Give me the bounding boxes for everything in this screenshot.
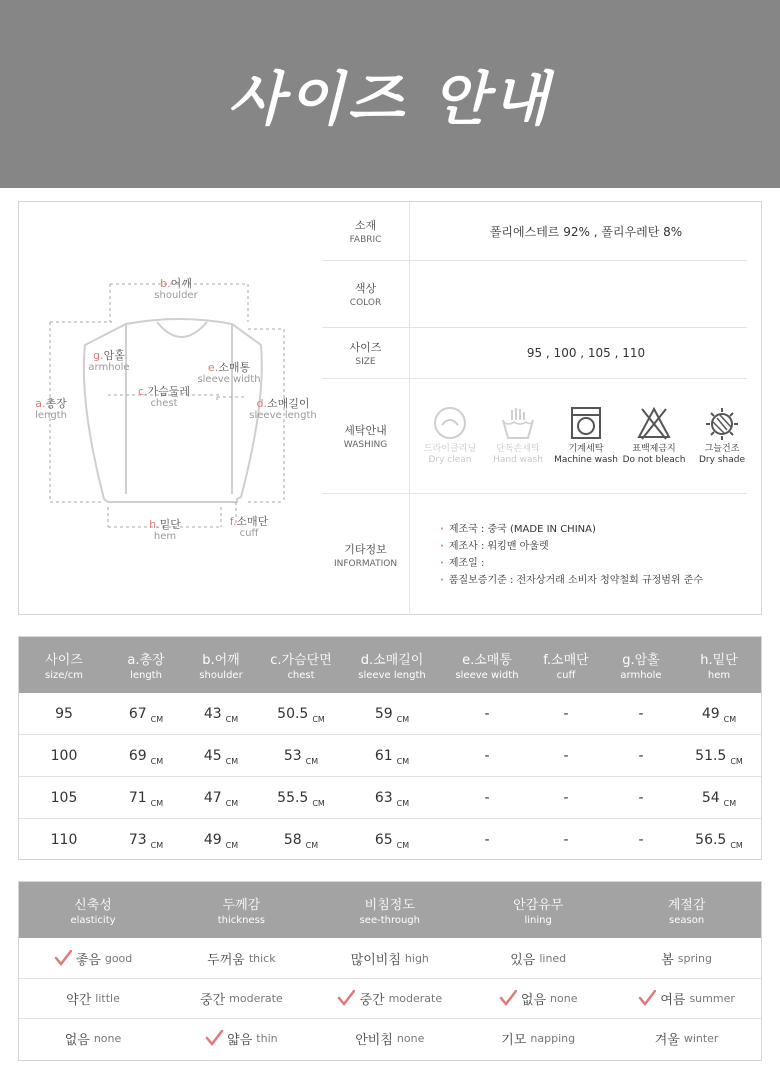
size-cell: 61 CM (374, 748, 410, 766)
size-cell: 63 CM (374, 790, 410, 808)
spec-row-color: 색상 COLOR (322, 261, 762, 327)
spec-row-info: 기타정보 INFORMATION · 제조국 : 중국 (MADE IN CHINA) · 제조사 : 워킹맨 아울렛 · 제조일 : · 품질보증기준 : 전자상거래 소비자 청약철회 규정범위 준수 (322, 494, 762, 615)
size-header-5: e.소매통 sleeve width (455, 653, 519, 681)
size-cell: 95 (55, 706, 73, 722)
material-option: 겨울 winter (654, 1031, 719, 1048)
size-cell: - (638, 748, 644, 764)
size-cell: 49 CM (203, 832, 239, 850)
size-cell: 73 CM (128, 832, 164, 850)
color-value (410, 261, 762, 327)
material-option: 안비침 none (355, 1031, 425, 1048)
checkmark-icon (337, 990, 355, 1006)
material-option: 중간 moderate (316, 978, 464, 1018)
size-table-header (19, 637, 761, 693)
size-row (19, 693, 761, 735)
spec-row-size: 사이즈 SIZE 95 , 100 , 105 , 110 (322, 328, 762, 378)
size-header-1: a.총장 length (127, 653, 165, 681)
wash-machine-wash: 기계세탁 Machine wash (552, 406, 620, 466)
label-cuff: f.소매단 cuff (229, 515, 269, 539)
info-list (410, 521, 762, 589)
label-sleeve-width: e.소매통 sleeve width (197, 361, 261, 385)
spec-row-washing: 세탁안내 WASHING 드라이클리닝 Dry clean 단독손세탁 Hand wash 기계세탁 Machine wash 표백제금지 Do not bleach 그늘건조 Dry shade (322, 379, 762, 493)
info-date: · 제조일 : (440, 555, 762, 572)
material-option: 없음 none (64, 1031, 122, 1048)
size-cell: 51.5 CM (695, 748, 743, 766)
size-cell: 45 CM (203, 748, 239, 766)
size-cell: - (484, 748, 490, 764)
hand-wash-icon (500, 406, 536, 440)
garment-diagram (19, 202, 319, 616)
checkmark-icon (638, 990, 656, 1006)
checkmark-icon (54, 950, 72, 966)
size-header-0: 사이즈 size/cm (45, 653, 83, 681)
size-cell: 59 CM (374, 706, 410, 724)
wash-hand-wash: 단독손세탁 Hand wash (484, 406, 552, 466)
material-option: 약간 little (66, 991, 120, 1008)
product-info-box (18, 201, 762, 615)
info-warranty: · 품질보증기준 : 전자상거래 소비자 청약철회 규정범위 준수 (440, 572, 762, 589)
material-option: 얇음 thin (167, 1018, 315, 1058)
material-option: 기모 napping (501, 1031, 576, 1048)
size-cell: - (484, 706, 490, 722)
material-option: 여름 summer (613, 978, 761, 1018)
machine-wash-icon (569, 406, 603, 440)
size-cell: 56.5 CM (695, 832, 743, 850)
size-cell: 54 CM (701, 790, 737, 808)
size-cell: 67 CM (128, 706, 164, 724)
size-cell: 100 (50, 748, 78, 764)
size-value: 95 , 100 , 105 , 110 (526, 346, 646, 360)
material-table (18, 881, 762, 1061)
info-origin: · 제조국 : 중국 (MADE IN CHINA) (440, 521, 762, 538)
size-cell: 69 CM (128, 748, 164, 766)
size-row (19, 777, 761, 819)
size-header-4: d.소매길이 sleeve length (358, 653, 426, 681)
size-header-2: b.어깨 shoulder (199, 653, 243, 681)
material-header-1: 두께감 thickness (217, 898, 266, 926)
size-cell: 47 CM (203, 790, 239, 808)
checkmark-icon (499, 990, 517, 1006)
washing-icons (410, 406, 762, 466)
size-cell: - (484, 790, 490, 806)
size-header-6: f.소매단 cuff (543, 653, 589, 681)
material-header-4: 계절감 season (667, 898, 706, 926)
size-row (19, 735, 761, 777)
wash-no-bleach: 표백제금지 Do not bleach (620, 406, 688, 466)
size-cell: - (563, 832, 569, 848)
dry-clean-icon (433, 406, 467, 440)
size-table (18, 636, 762, 860)
size-row (19, 819, 761, 861)
size-cell: 105 (50, 790, 78, 806)
size-cell: - (638, 832, 644, 848)
material-option: 많이비침 high (350, 951, 429, 968)
size-cell: - (638, 790, 644, 806)
size-cell: 49 CM (701, 706, 737, 724)
label-armhole: g.암홀 armhole (88, 349, 130, 373)
size-cell: - (484, 832, 490, 848)
checkmark-icon (205, 1030, 223, 1046)
size-cell: 53 CM (283, 748, 319, 766)
material-table-header (19, 882, 761, 938)
label-chest: c.가슴둘레 chest (137, 385, 191, 409)
size-cell: - (563, 748, 569, 764)
label-shoulder: b.어깨 shoulder (154, 277, 198, 301)
size-header-3: c.가슴단면 chest (270, 653, 332, 681)
size-cell: 50.5 CM (277, 706, 325, 724)
dry-shade-icon (704, 406, 740, 440)
material-option: 두꺼움 thick (207, 951, 276, 968)
size-cell: - (563, 706, 569, 722)
size-cell: 65 CM (374, 832, 410, 850)
material-header-2: 비침정도 see-through (359, 898, 420, 926)
size-cell: 55.5 CM (277, 790, 325, 808)
material-option: 중간 moderate (200, 991, 283, 1008)
title-banner (0, 0, 780, 188)
material-header-0: 신축성 elasticity (70, 898, 116, 926)
material-option: 없음 none (464, 978, 612, 1018)
wash-dry-shade: 그늘건조 Dry shade (688, 406, 756, 466)
page-title: 사이즈 안내 (227, 65, 553, 133)
spec-row-fabric: 소재 FABRIC 폴리에스테르 92% , 폴리우레탄 8% (322, 202, 762, 260)
material-header-3: 안감유무 lining (513, 898, 564, 926)
material-option: 좋음 good (19, 938, 167, 978)
no-bleach-icon (636, 406, 672, 440)
spec-table (322, 202, 762, 616)
size-header-8: h.밑단 hem (700, 653, 738, 681)
label-sleeve-length: d.소매길이 sleeve length (249, 397, 317, 421)
material-option: 봄 spring (661, 951, 712, 968)
size-cell: - (563, 790, 569, 806)
label-hem: h.밑단 hem (149, 518, 181, 542)
label-length: a.총장 length (35, 397, 67, 421)
size-header-7: g.암홀 armhole (620, 653, 662, 681)
fabric-value: 폴리에스테르 92% , 폴리우레탄 8% (489, 224, 683, 239)
size-cell: 43 CM (203, 706, 239, 724)
size-cell: 110 (50, 832, 78, 848)
size-cell: 71 CM (128, 790, 164, 808)
wash-dry-clean: 드라이클리닝 Dry clean (416, 406, 484, 466)
material-option: 있음 lined (510, 951, 567, 968)
size-cell: - (638, 706, 644, 722)
size-cell: 58 CM (283, 832, 319, 850)
info-maker: · 제조사 : 워킹맨 아울렛 (440, 538, 762, 555)
